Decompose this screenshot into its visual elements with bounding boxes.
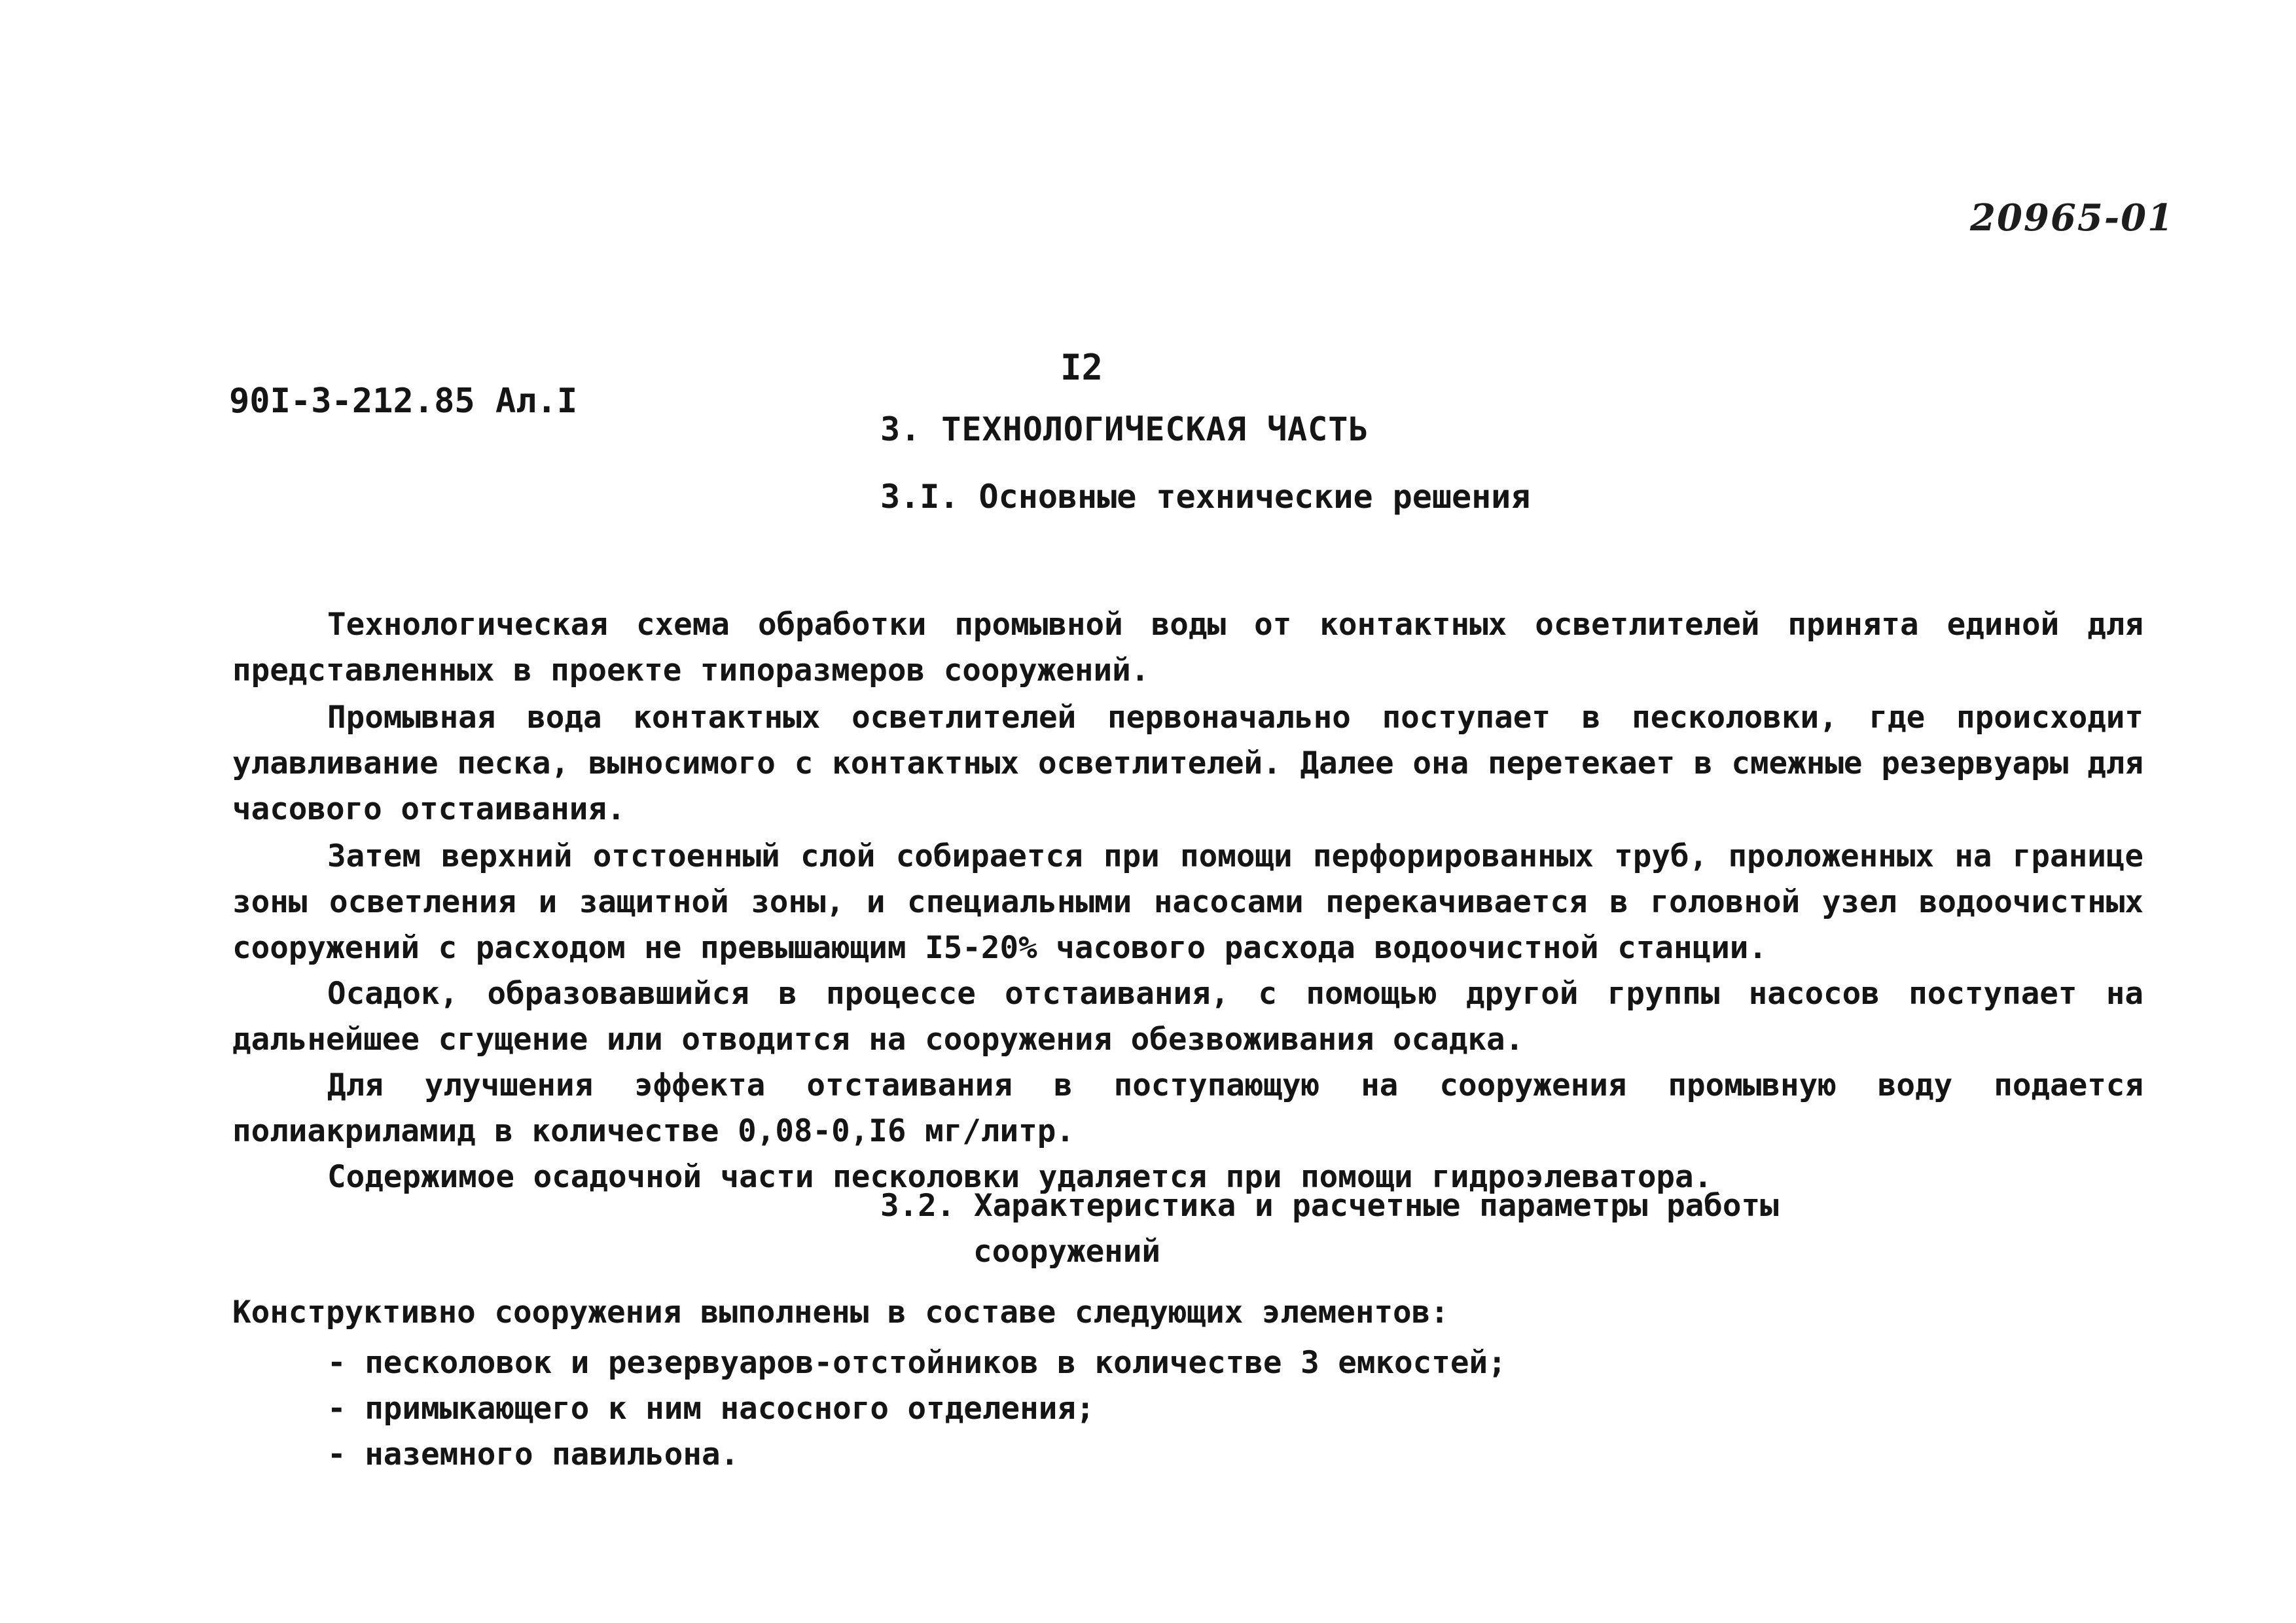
section-title: 3. ТЕХНОЛОГИЧЕСКАЯ ЧАСТЬ bbox=[880, 410, 1369, 448]
subsection-2-title-line1: 3.2. Характеристика и расчетные параметры работы bbox=[880, 1188, 1779, 1224]
elements-intro: Конструктивно сооружения выполнены в составе следующих элементов: bbox=[232, 1294, 1449, 1330]
elements-list bbox=[327, 1340, 1507, 1478]
paragraph: Затем верхний отстоенный слой собирается при помощи перфорированных труб, проложенных на границе зоны осветления и защитной зоны, и специальными насосами перекачивается в головной узел водоочистных сооружений с расходом не превышающим I5-20% часового расхода водоочистной станции. bbox=[232, 838, 2144, 966]
document-code: 90I-3-212.85 Ал.I bbox=[229, 382, 578, 421]
subsection-2-title bbox=[880, 1183, 1779, 1275]
archive-stamp: 20965-01 bbox=[1970, 196, 2174, 240]
paragraph: Осадок, образовавшийся в процессе отстаивания, с помощью другой группы насосов поступает на дальнейшее сгущение или отводится на сооружения обезвоживания осадка. bbox=[232, 975, 2144, 1058]
paragraph: Для улучшения эффекта отстаивания в поступающую на сооружения промывную воду подается полиакриламид в количестве 0,08-0,I6 мг/литр. bbox=[232, 1067, 2144, 1149]
paragraph: Технологическая схема обработки промывной воды от контактных осветлителей принята единой для представленных в проекте типоразмеров сооружений. bbox=[232, 606, 2144, 688]
paragraph: Содержимое осадочной части песколовки удаляется при помощи гидроэлеватора. bbox=[327, 1158, 1713, 1195]
paragraph: Промывная вода контактных осветлителей первоначально поступает в песколовки, где происходит улавливание песка, выносимого с контактных осветлителей. Далее она перетекает в смежные резервуары для часового отстаивания. bbox=[232, 699, 2144, 827]
page-number: I2 bbox=[1060, 347, 1103, 388]
list-item: - наземного павильона. bbox=[327, 1436, 740, 1472]
list-item: - примыкающего к ним насосного отделения; bbox=[327, 1391, 1095, 1427]
subsection-title: 3.I. Основные технические решения bbox=[880, 478, 1531, 516]
list-item: - песколовок и резервуаров-отстойников в количестве 3 емкостей; bbox=[327, 1345, 1507, 1381]
subsection-2-title-line2: сооружений bbox=[973, 1234, 1160, 1270]
